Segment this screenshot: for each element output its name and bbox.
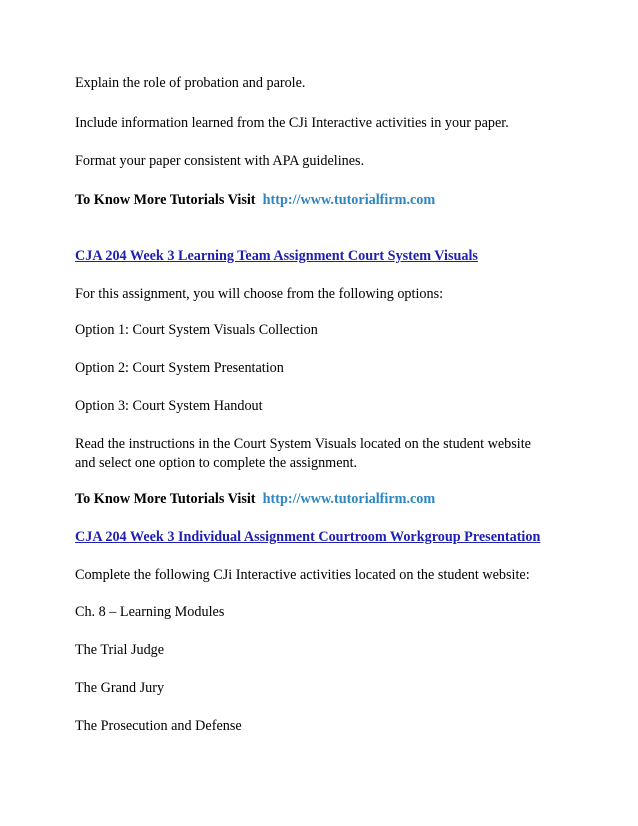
paragraph-complete-activities: Complete the following CJi Interactive activities located on the student website: [75,567,530,583]
promo-line-2 [75,491,435,508]
paragraph-include-cji: Include information learned from the CJi Interactive activities in your paper. [75,115,509,131]
paragraph-instructions-line-1: Read the instructions in the Court System Visuals located on the student website [75,436,531,452]
heading-learning-team-assignment [75,248,478,265]
paragraph-instructions-line-2: and select one option to complete the assignment. [75,455,358,471]
tutorial-site-link[interactable]: http://www.tutorialfirm.com [262,192,436,208]
paragraph-probation-parole: Explain the role of probation and parole. [75,75,306,91]
promo-line-1 [75,192,435,209]
paragraph-apa-format: Format your paper consistent with APA guidelines. [75,153,365,169]
learning-team-assignment-link[interactable]: CJA 204 Week 3 Learning Team Assignment Court System Visuals [75,248,478,264]
list-item-prosecution-defense: The Prosecution and Defense [75,718,242,734]
list-item-trial-judge: The Trial Judge [75,642,165,658]
option-1: Option 1: Court System Visuals Collection [75,322,318,338]
tutorial-site-link[interactable]: http://www.tutorialfirm.com [262,491,436,507]
list-item-grand-jury: The Grand Jury [75,680,165,696]
list-item-learning-modules: Ch. 8 – Learning Modules [75,604,225,620]
paragraph-choose-options: For this assignment, you will choose from the following options: [75,286,444,302]
individual-assignment-link[interactable]: CJA 204 Week 3 Individual Assignment Courtroom Workgroup Presentation [75,529,541,545]
option-2: Option 2: Court System Presentation [75,360,284,376]
promo-label: To Know More Tutorials Visit [75,491,256,507]
promo-label: To Know More Tutorials Visit [75,192,256,208]
option-3: Option 3: Court System Handout [75,398,263,414]
heading-individual-assignment [75,529,540,546]
